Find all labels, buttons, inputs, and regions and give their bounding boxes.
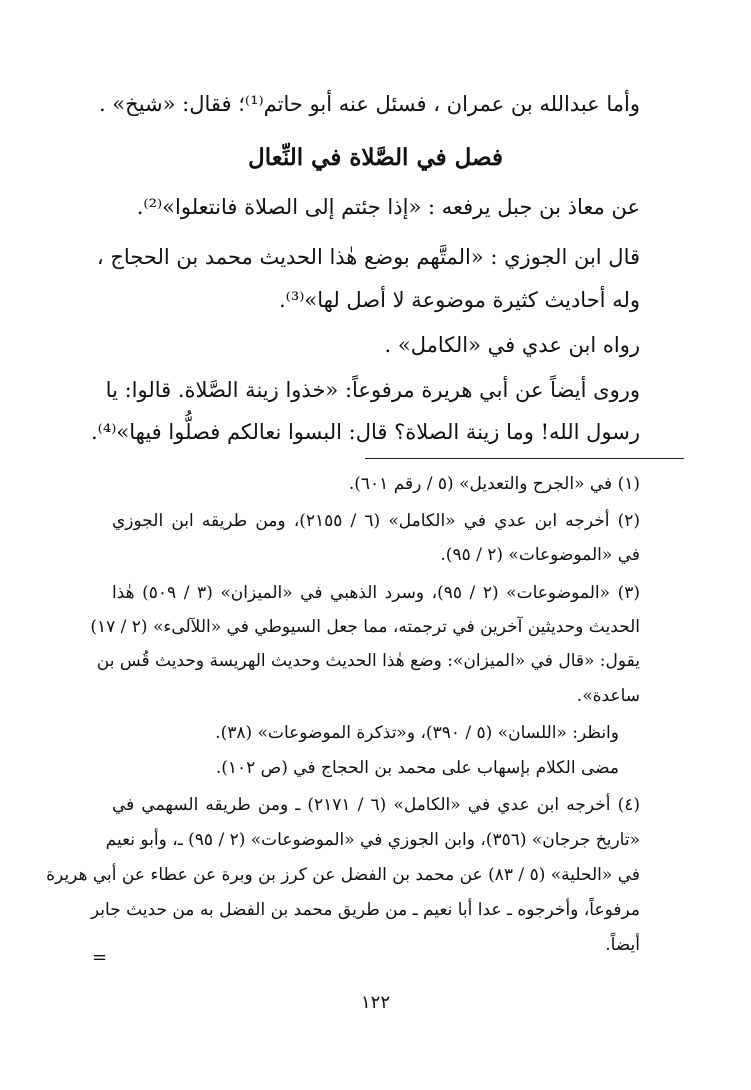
- footnote-4-line-4: مرفوعاً، وأخرجوه ـ عدا أبا نعيم ـ من طريق محمد بن الفضل به من حديث جابر: [90, 900, 640, 920]
- footnote-1: (١) في «الجرح والتعديل» (٥ / رقم ٦٠١).: [348, 474, 640, 494]
- paragraph-abu-hurayra-line-1: وروى أيضاً عن أبي هريرة مرفوعاً: «خذوا زينة الصَّلاة. قالوا: يا: [105, 378, 640, 402]
- footnote-3-line-4: ساعدة».: [576, 686, 640, 706]
- section-heading: فصل في الصَّلاة في النِّعال: [248, 144, 503, 171]
- footnote-4-line-2: «تاريخ جرجان» (٣٥٦)، وابن الجوزي في «الموضوعات» (٢ / ٩٥) ـ، وأبو نعيم: [105, 830, 640, 850]
- paragraph-ibn-jawzi-line-2: وله أحاديث كثيرة موضوعة لا أصل لها»⁽³⁾.: [278, 288, 640, 312]
- intro-line: وأما عبدالله بن عمران ، فسئل عنه أبو حاتم⁽¹⁾؛ فقال: «شيخ» .: [98, 92, 640, 116]
- footnote-2-line-1: (٢) أخرجه ابن عدي في «الكامل» (٦ / ٢١٥٥)، ومن طريقه ابن الجوزي: [112, 511, 640, 531]
- footnote-3-line-1: (٣) «الموضوعات» (٢ / ٩٥)، وسرد الذهبي في «الميزان» (٣ / ٥٠٩) هٰذا: [112, 583, 640, 603]
- footnote-3-line-6: مضى الكلام بإسهاب على محمد بن الحجاج في (ص ١٠٢).: [215, 758, 619, 778]
- footnote-4-line-1: (٤) أخرجه ابن عدي في «الكامل» (٦ / ٢١٧١) ـ ومن طريقه السهمي في: [112, 795, 640, 815]
- page-number: ١٢٢: [360, 992, 390, 1013]
- paragraph-muadh: عن معاذ بن جبل يرفعه : «إذا جئتم إلى الصلاة فانتعلوا»⁽²⁾.: [136, 195, 640, 219]
- footnote-3-line-2: الحديث وحديثين آخرين في ترجمته، مما جعل السيوطي في «اللآلىء» (٢ / ١٧): [90, 617, 640, 637]
- paragraph-abu-hurayra-line-2: رسول الله! وما زينة الصلاة؟ قال: البسوا نعالكم فصلُّوا فيها»⁽⁴⁾.: [90, 420, 640, 444]
- footnote-separator: [365, 458, 684, 459]
- footnote-2-line-2: في «الموضوعات» (٢ / ٩٥).: [440, 545, 640, 565]
- footnote-3-line-5: وانظر: «اللسان» (٥ / ٣٩٠)، و«تذكرة الموضوعات» (٣٨).: [215, 723, 619, 743]
- continuation-mark: =: [92, 947, 108, 968]
- footnote-4-line-3: في «الحلية» (٥ / ٨٣) عن محمد بن الفضل عن كرز بن وبرة عن عطاء عن أبي هريرة: [46, 865, 640, 885]
- footnote-4-line-5: أيضاً.: [605, 935, 640, 955]
- footnote-3-line-3: يقول: «قال في «الميزان»: وضع هٰذا الحديث وحديث الهريسة وحديث قُس بن: [96, 651, 640, 671]
- paragraph-ibn-jawzi-line-1: قال ابن الجوزي : «المتَّهم بوضع هٰذا الحديث محمد بن الحجاج ،: [96, 245, 640, 269]
- paragraph-ibn-adi: رواه ابن عدي في «الكامل» .: [384, 333, 640, 357]
